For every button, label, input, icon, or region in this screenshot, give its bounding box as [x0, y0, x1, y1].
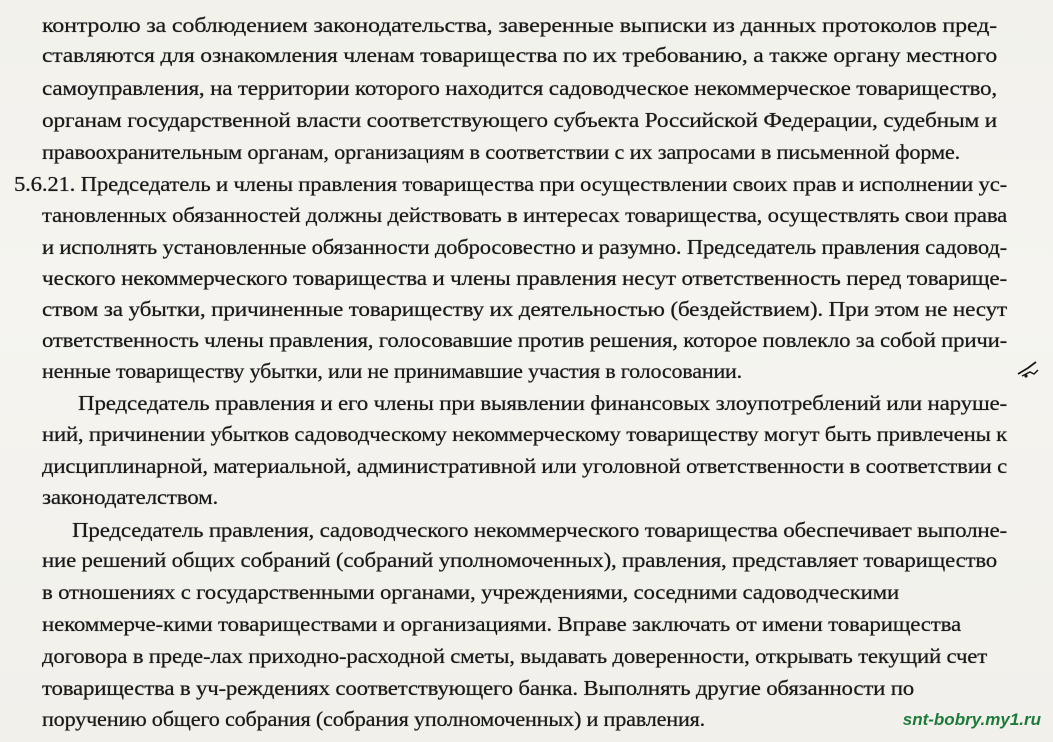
text-line: ответственность члены правления, голосовавшие против решения, которое повлекло за собой причи- [42, 328, 1008, 352]
text-line: в отношениях с государственными органами, учреждениями, соседними садоводческими [42, 580, 899, 604]
text-line: ний, причинении убытков садоводческому некоммерческому товариществу могут быть привлечены к [42, 422, 1007, 446]
text-line: ческого некоммерческого товарищества и члены правления несут ответственность перед товарище- [42, 266, 1007, 290]
text-line: Председатель правления и его члены при выявлении финансовых злоупотреблений или наруше- [78, 391, 1007, 415]
text-line: контролю за соблюдением законодательства, заверенные выписки из данных протоколов пред- [42, 13, 997, 37]
text-line: ние решений общих собраний (собраний уполномоченных), правления, представляет товарищество [42, 548, 997, 572]
site-watermark: snt-bobry.my1.ru [902, 710, 1041, 729]
text-line: ством за убытки, причиненные товариществу их деятельностью (бездействием). При этом не несут [42, 297, 1007, 321]
text-line: 5.6.21. Председатель и члены правления товарищества при осуществлении своих прав и исполнении ус- [14, 172, 1007, 196]
text-line: некоммерче-кими товариществами и организациями. Вправе заключать от имени товарищества [42, 612, 961, 636]
text-line: ненные товариществу убытки, или не принимавшие участия в голосовании. [42, 359, 742, 383]
text-line: правоохранительным органам, организациям в соответствии с их запросами в письменной форме. [42, 140, 960, 164]
text-line: органам государственной власти соответствующего субъекта Российской Федерации, судебным и [42, 108, 997, 132]
pen-mark-icon [1016, 360, 1040, 380]
text-line: товарищества в уч-реждениях соответствующего банка. Выполнять другие обязанности по [42, 676, 915, 700]
text-line: и исполнять установленные обязанности добросовестно и разумно. Председатель правления садовод- [42, 235, 1007, 259]
text-line: законодателством. [42, 485, 218, 509]
text-line: дисциплинарной, материальной, административной или уголовной ответственности в соответствии с [42, 454, 1007, 478]
text-line: поручению общего собрания (собрания уполномоченных) и правления. [42, 707, 705, 731]
text-line: ставляются для ознакомления членам товарищества по их требованию, а также органу местного [42, 43, 997, 67]
text-line: Председатель правления, садоводческого некоммерческого товарищества обеспечивает выполне- [72, 518, 1007, 542]
text-line: тановленных обязанностей должны действовать в интересах товарищества, осуществлять свои права [42, 203, 1007, 227]
text-line: договора в преде-лах приходно-расходной сметы, выдавать доверенности, открывать текущий счет [42, 644, 987, 668]
text-line: самоуправления, на территории которого находится садоводческое некоммерческое товарищество, [42, 76, 997, 100]
